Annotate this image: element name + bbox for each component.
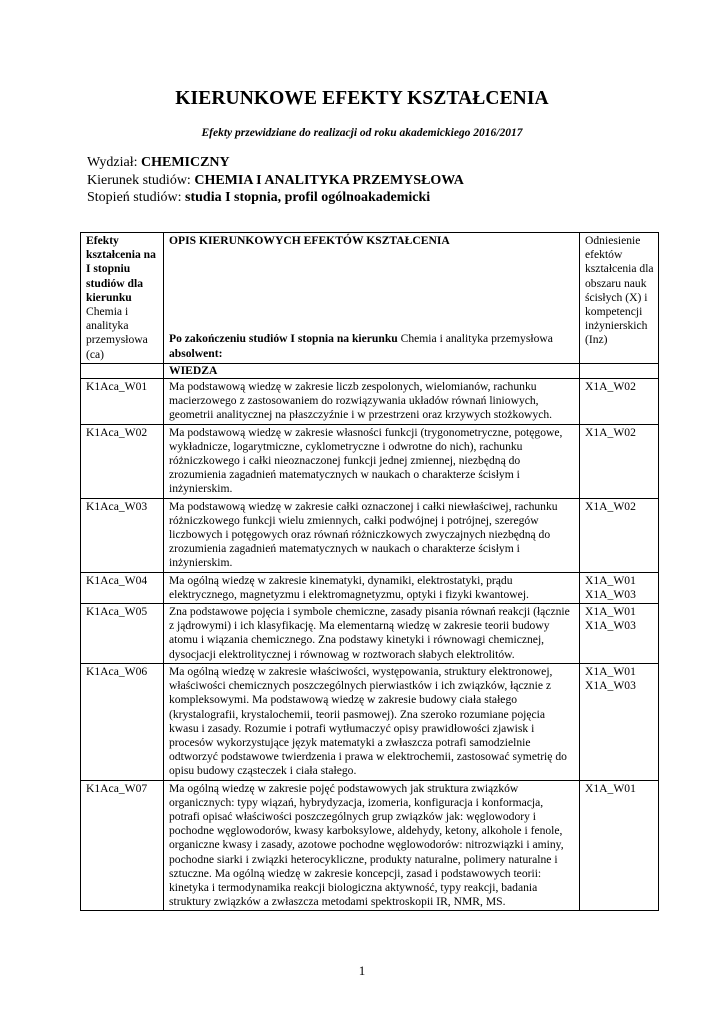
header-reference-cell: Odniesienie efektów kształcenia dla obszaru nauk ścisłych (X) i kompetencji inżynierskich (Inz) — [580, 233, 659, 364]
document-meta — [87, 154, 464, 207]
table-row — [81, 572, 659, 603]
outcome-description: Zna podstawowe pojęcia i symbole chemiczne, zasady pisania równań reakcji (łącznie z jądrowymi) i ich klasyfikację. Ma elementarną wiedzę w zakresie teorii budowy atomu i wiązania chemicznego. Zna podstawy kinetyki i równowagi chemicznej, dysocjacji elektrolitycznej i równowag w roztworach słabych elektrolitów. — [164, 604, 580, 664]
outcome-description: Ma ogólną wiedzę w zakresie kinematyki, dynamiki, elektrostatyki, prądu elektrycznego, magnetyzmu i elektromagnetyzmu, optyki i fizyki kwantowej. — [164, 572, 580, 603]
outcome-references: X1A_W01 X1A_W03 — [580, 604, 659, 664]
outcome-references: X1A_W02 — [580, 424, 659, 498]
outcome-references: X1A_W02 — [580, 379, 659, 425]
faculty-line — [87, 154, 464, 172]
outcome-references: X1A_W02 — [580, 498, 659, 572]
header-description-cell — [164, 233, 580, 364]
table-row — [81, 379, 659, 425]
level-value: studia I stopnia, profil ogólnoakademicki — [185, 190, 431, 205]
table-row — [81, 780, 659, 911]
learning-outcomes-table — [80, 232, 659, 911]
outcome-references: X1A_W01 X1A_W03 — [580, 663, 659, 780]
table-row — [81, 498, 659, 572]
outcome-code: K1Aca_W04 — [81, 572, 164, 603]
header-code-bold: Efekty kształcenia na I stopniu studiów dla kierunku — [86, 234, 156, 304]
header-description-bold: Po zakończeniu studiów I stopnia na kierunku — [169, 332, 398, 346]
table-row — [81, 424, 659, 498]
header-code-cell — [81, 233, 164, 364]
outcome-description: Ma podstawową wiedzę w zakresie własności funkcji (trygonometryczne, potęgowe, wykładnicze, logarytmiczne, cyklometryczne i odwrotne do nich), rachunku różniczkowego i całki nieoznaczonej funkcji jednej zmiennej, niezbędną do zrozumienia zagadnień matematycznych w naukach o charakterze ścisłym i inżynierskim. — [164, 424, 580, 498]
outcome-description: Ma podstawową wiedzę w zakresie liczb zespolonych, wielomianów, rachunku macierzowego z zastosowaniem do rozwiązywania układów równań liniowych, geometrii analitycznej na płaszczyźnie i w przestrzeni oraz krzywych stożkowych. — [164, 379, 580, 425]
outcome-code: K1Aca_W01 — [81, 379, 164, 425]
outcome-code: K1Aca_W05 — [81, 604, 164, 664]
table-row — [81, 604, 659, 664]
header-description-normal: Chemia i analityka przemysłowa — [397, 332, 553, 346]
level-line — [87, 189, 464, 207]
section-empty-cell — [81, 363, 164, 378]
page-title: KIERUNKOWE EFEKTY KSZTAŁCENIA — [175, 88, 549, 109]
section-title: WIEDZA — [164, 363, 580, 378]
table-header-row — [81, 233, 659, 364]
outcome-description: Ma ogólną wiedzę w zakresie właściwości, występowania, struktury elektronowej, właściwości chemicznych poszczególnych pierwiastków i ich związków, łącznie z kompleksowymi. Ma podstawową wiedzę w zakresie budowy ciała stałego (krystalografii, krystalochemii, teorii pasmowej). Zna szeroko rozumiane pojęcia kwasu i zasady. Rozumie i potrafi wytłumaczyć opisy prawidłowości zjawisk i procesów wykorzystujące język matematyki a zwłaszcza potrafi samodzielnie odtworzyć podstawowe twierdzenia i prawa w elektrochemii, zastosować symetrię do opisu budowy cząsteczek i ciała stałego. — [164, 663, 580, 780]
field-line — [87, 172, 464, 190]
faculty-label: Wydział: — [87, 155, 141, 170]
header-description-bold2: absolwent: — [169, 346, 223, 360]
outcome-code: K1Aca_W06 — [81, 663, 164, 780]
outcome-code: K1Aca_W02 — [81, 424, 164, 498]
outcome-references: X1A_W01 X1A_W03 — [580, 572, 659, 603]
faculty-value: CHEMICZNY — [140, 155, 230, 170]
header-code-normal: Chemia i analityka przemysłowa (ca) — [86, 305, 148, 361]
header-description-bottom — [169, 332, 579, 360]
header-description-top: OPIS KIERUNKOWYCH EFEKTÓW KSZTAŁCENIA — [169, 234, 450, 247]
field-label: Kierunek studiów: — [87, 172, 195, 188]
outcome-description: Ma ogólną wiedzę w zakresie pojęć podstawowych jak struktura związków organicznych: typy wiązań, hybrydyzacja, izomeria, konfiguracja i konformacja, potrafi opisać właściwości poszczególnych grup związków jak: węglowodory i pochodne węglowodorów, kwasy karboksylowe, aldehydy, ketony, alkohole i fenole, organiczne kwasy i zasady, azotowe pochodne węglowodorów: nitrozwiązki i aminy, pochodne siarki i związki heterocykliczne, produkty naturalne, polimery naturalne i sztuczne. Ma ogólną wiedzę w zakresie koncepcji, zasad i podstawowych teorii: kinetyka i termodynamika reakcji biologiczna aktywność, typy reakcji, badania struktury związków a zwłaszcza metodami spektroskopii IR, NMR, MS. — [164, 780, 580, 911]
outcome-code: K1Aca_W03 — [81, 498, 164, 572]
level-label: Stopień studiów: — [87, 190, 186, 205]
outcome-description: Ma podstawową wiedzę w zakresie całki oznaczonej i całki niewłaściwej, rachunku różniczkowego funkcji wielu zmiennych, całki podwójnej i potrójnej, szeregów liczbowych i potęgowych oraz równań różniczkowych zwyczajnych niezbędną do zrozumienia zagadnień matematycznych w naukach o charakterze ścisłym i inżynierskim. — [164, 498, 580, 572]
field-value: CHEMIA I ANALITYKA PRZEMYSŁOWA — [194, 172, 464, 188]
table-row — [81, 663, 659, 780]
page-number: 1 — [358, 963, 366, 978]
page-subtitle: Efekty przewidziane do realizacji od roku akademickiego 2016/2017 — [201, 127, 523, 139]
outcome-code: K1Aca_W07 — [81, 780, 164, 911]
outcome-references: X1A_W01 — [580, 780, 659, 911]
section-empty-cell — [580, 363, 659, 378]
section-row — [81, 363, 659, 378]
